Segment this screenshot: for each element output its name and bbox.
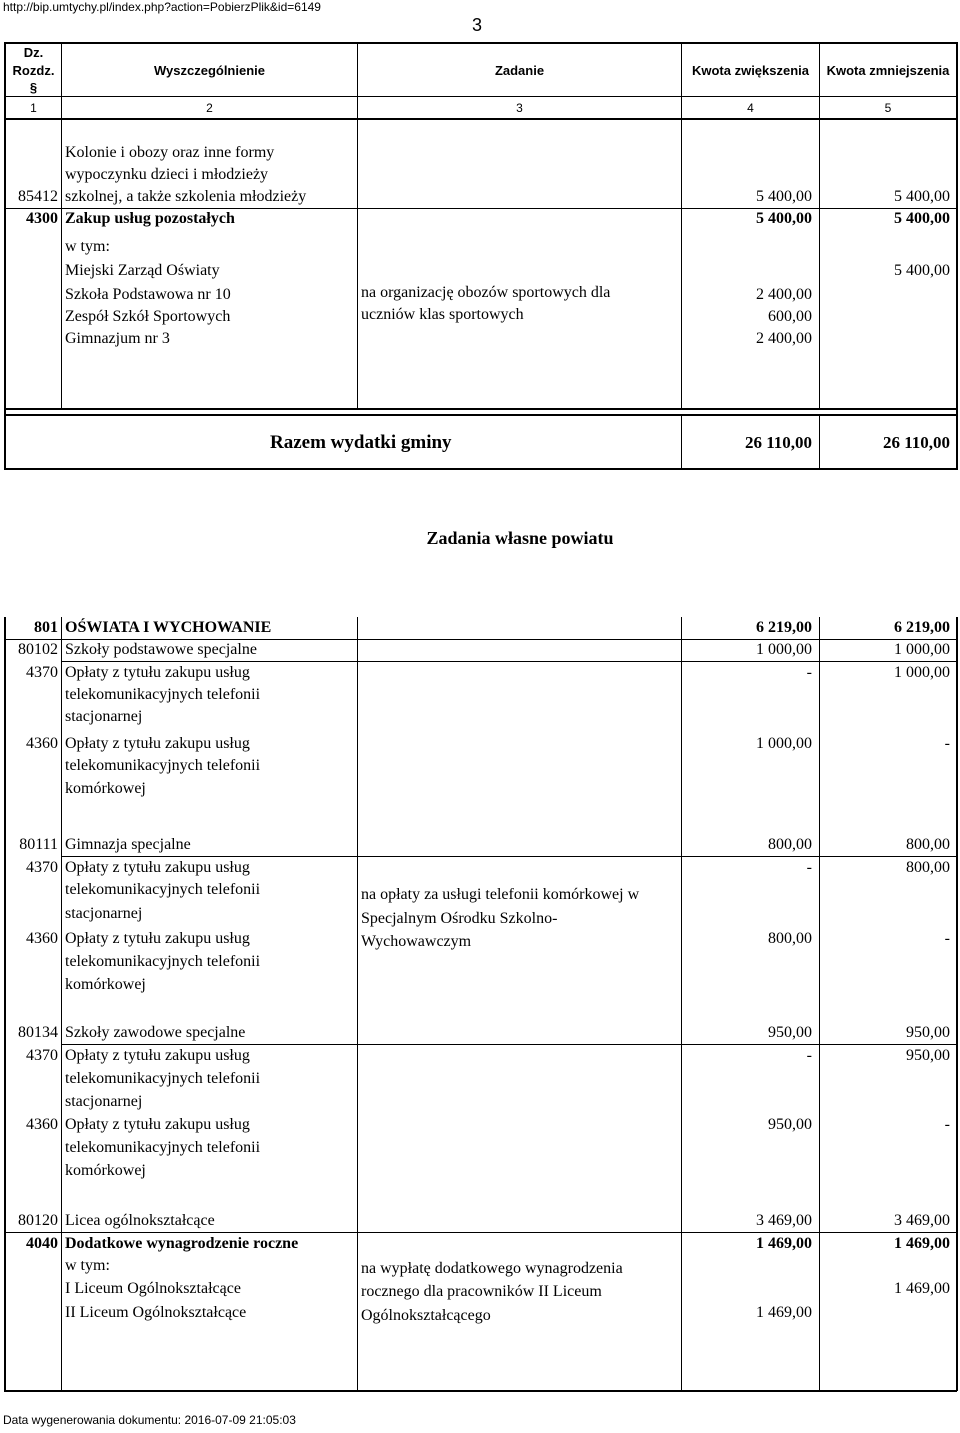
amount-increase: 1 000,00 [756, 641, 812, 658]
unit-name: II Liceum Ogólnokształcące [65, 1304, 247, 1321]
paragraph-desc: Opłaty z tytułu zakupu usług [65, 859, 250, 876]
paragraph-desc: telekomunikacyjnych telefonii [65, 953, 261, 970]
amount-increase: 2 400,00 [756, 330, 812, 347]
amount-increase: 5 400,00 [756, 188, 812, 205]
page-number: 3 [472, 15, 483, 35]
amount-decrease: 1 469,00 [894, 1235, 950, 1252]
rozdzial-code: 85412 [18, 188, 58, 205]
task-desc: na opłaty za usługi telefonii komórkowej w [361, 886, 640, 903]
rozdzial-desc: Gimnazja specjalne [65, 836, 191, 853]
paragraph-desc: Opłaty z tytułu zakupu usług [65, 735, 250, 752]
amount-decrease: 1 000,00 [894, 664, 950, 681]
amount-increase: 800,00 [768, 930, 812, 947]
desc-line: Kolonie i obozy oraz inne formy [65, 144, 275, 161]
amount-increase: 6 219,00 [756, 619, 812, 636]
generation-date: Data wygenerowania dokumentu: 2016-07-09 21:05:03 [3, 1413, 296, 1427]
amount-increase: 600,00 [768, 308, 812, 325]
amount-increase: 950,00 [768, 1116, 812, 1133]
paragraph-code: 4370 [26, 859, 58, 876]
paragraph-desc: telekomunikacyjnych telefonii [65, 881, 261, 898]
amount-increase: 800,00 [768, 836, 812, 853]
task-desc: Specjalnym Ośrodku Szkolno- [361, 910, 558, 927]
paragraph-desc: Opłaty z tytułu zakupu usług [65, 664, 250, 681]
dzial-desc: OŚWIATA I WYCHOWANIE [65, 619, 272, 636]
rozdzial-code: 80111 [19, 836, 58, 853]
amount-decrease: 1 469,00 [894, 1280, 950, 1297]
paragraph-desc: Opłaty z tytułu zakupu usług [65, 930, 250, 947]
paragraph-code: 4040 [26, 1235, 58, 1252]
amount-decrease: 26 110,00 [882, 433, 950, 452]
amount-decrease: 950,00 [906, 1047, 950, 1064]
amount-decrease: 800,00 [906, 836, 950, 853]
header-kwota-zwiekszenia: Kwota zwiększenia [691, 63, 810, 78]
paragraph-desc: Zakup usług pozostałych [65, 210, 235, 227]
paragraph-desc: telekomunikacyjnych telefonii [65, 757, 261, 774]
task-desc: Ogólnokształcącego [361, 1307, 491, 1324]
amount-increase: 3 469,00 [756, 1212, 812, 1229]
header-col-5: 5 [884, 101, 892, 115]
amount-decrease: - [944, 735, 950, 752]
rozdzial-desc: Szkoły zawodowe specjalne [65, 1024, 246, 1041]
unit-name: Zespół Szkół Sportowych [65, 308, 231, 325]
header-col-1: 1 [30, 101, 37, 115]
amount-increase: 1 000,00 [756, 735, 812, 752]
amount-increase: - [806, 1047, 812, 1064]
amount-increase: 1 469,00 [756, 1304, 812, 1321]
desc-line: wypoczynku dzieci i młodzieży [65, 166, 269, 183]
header-col-3: 3 [516, 101, 523, 115]
rozdzial-code: 80120 [18, 1212, 58, 1229]
amount-decrease: 5 400,00 [894, 210, 950, 227]
unit-name: Miejski Zarząd Oświaty [65, 262, 220, 279]
amount-decrease: 1 000,00 [894, 641, 950, 658]
header-wyszczegolnienie: Wyszczególnienie [153, 63, 265, 78]
amount-increase: 2 400,00 [756, 286, 812, 303]
task-desc: uczniów klas sportowych [361, 306, 524, 323]
amount-decrease: 5 400,00 [894, 262, 950, 279]
header-col-4: 4 [747, 101, 754, 115]
paragraph-desc: komórkowej [65, 976, 146, 993]
paragraph-desc: Opłaty z tytułu zakupu usług [65, 1116, 250, 1133]
paragraph-desc: Dodatkowe wynagrodzenie roczne [65, 1235, 299, 1252]
amount-decrease: 3 469,00 [894, 1212, 950, 1229]
amount-decrease: - [944, 1116, 950, 1133]
amount-increase: 26 110,00 [744, 433, 812, 452]
amount-increase: - [806, 859, 812, 876]
unit-name: Gimnazjum nr 3 [65, 330, 170, 347]
w-tym-label: w tym: [65, 238, 110, 255]
amount-increase: 5 400,00 [756, 210, 812, 227]
amount-increase: 1 469,00 [756, 1235, 812, 1252]
amount-decrease: 800,00 [906, 859, 950, 876]
amount-increase: - [806, 664, 812, 681]
rozdzial-code: 80134 [18, 1024, 58, 1041]
amount-decrease: 950,00 [906, 1024, 950, 1041]
paragraph-code: 4360 [26, 1116, 58, 1133]
header-zadanie: Zadanie [494, 63, 545, 78]
rozdzial-desc: Szkoły podstawowe specjalne [65, 641, 257, 658]
paragraph-desc: stacjonarnej [65, 905, 143, 922]
unit-name: Szkoła Podstawowa nr 10 [65, 286, 231, 303]
task-desc: na organizację obozów sportowych dla [361, 284, 611, 301]
paragraph-code: 4370 [26, 1047, 58, 1064]
paragraph-code: 4300 [26, 210, 58, 227]
section-title: Zadania własne powiatu [426, 528, 614, 548]
w-tym-label: w tym: [65, 1257, 110, 1274]
razem-label: Razem wydatki gminy [270, 432, 452, 453]
header-dz: Dz. [23, 45, 44, 60]
header-kwota-zmniejszenia: Kwota zmniejszenia [826, 63, 950, 78]
paragraph-desc: komórkowej [65, 780, 146, 797]
paragraph-desc: telekomunikacyjnych telefonii [65, 1070, 261, 1087]
task-desc: na wypłatę dodatkowego wynagrodzenia [361, 1260, 623, 1277]
rozdzial-code: 80102 [18, 641, 58, 658]
amount-increase: 950,00 [768, 1024, 812, 1041]
source-url: http://bip.umtychy.pl/index.php?action=PobierzPlik&id=6149 [3, 0, 321, 14]
paragraph-code: 4360 [26, 930, 58, 947]
header-paragraph: § [29, 80, 38, 95]
desc-line: szkolnej, a także szkolenia młodzieży [65, 188, 307, 205]
task-desc: Wychowawczym [361, 933, 472, 950]
paragraph-code: 4360 [26, 735, 58, 752]
paragraph-desc: stacjonarnej [65, 1093, 143, 1110]
amount-decrease: - [944, 930, 950, 947]
paragraph-desc: telekomunikacyjnych telefonii [65, 686, 261, 703]
paragraph-desc: stacjonarnej [65, 708, 143, 725]
rozdzial-desc: Licea ogólnokształcące [65, 1212, 215, 1229]
amount-decrease: 6 219,00 [894, 619, 950, 636]
header-col-2: 2 [206, 101, 213, 115]
unit-name: I Liceum Ogólnokształcące [65, 1280, 241, 1297]
dzial-code: 801 [34, 619, 58, 636]
paragraph-code: 4370 [26, 664, 58, 681]
paragraph-desc: telekomunikacyjnych telefonii [65, 1139, 261, 1156]
amount-decrease: 5 400,00 [894, 188, 950, 205]
header-rozdz: Rozdz. [12, 63, 55, 78]
paragraph-desc: Opłaty z tytułu zakupu usług [65, 1047, 250, 1064]
paragraph-desc: komórkowej [65, 1162, 146, 1179]
task-desc: rocznego dla pracowników II Liceum [361, 1283, 602, 1300]
